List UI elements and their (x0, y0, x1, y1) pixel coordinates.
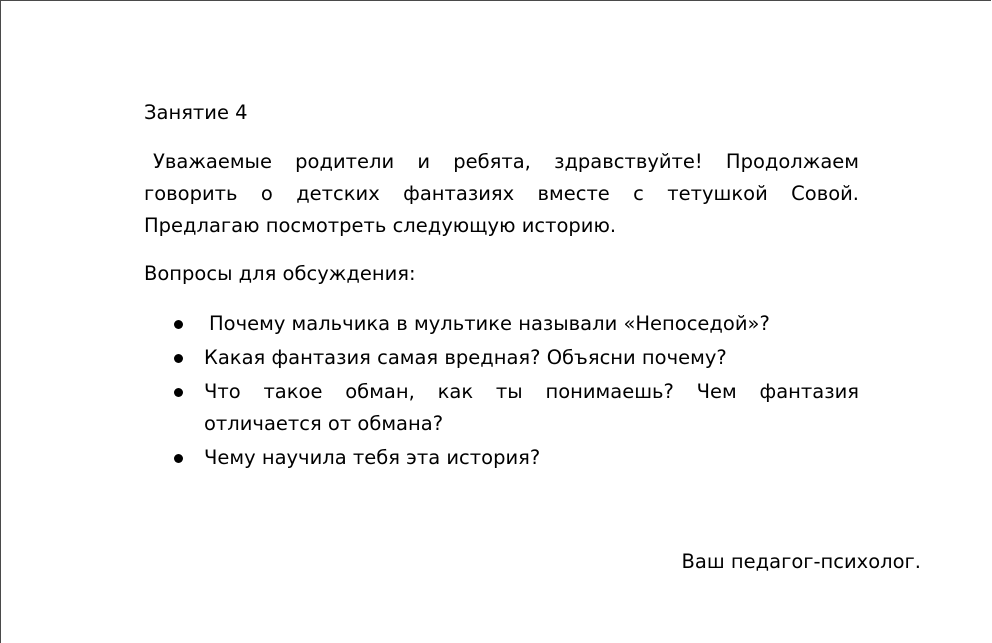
document-body (144, 97, 859, 476)
bullet-icon (174, 454, 183, 463)
lesson-title: Занятие 4 (144, 101, 248, 124)
questions-heading: Вопросы для обсуждения: (144, 262, 416, 285)
list-item (144, 442, 859, 474)
bullet-icon (174, 388, 183, 397)
bullet-icon (174, 320, 183, 329)
signature: Ваш педагог-психолог. (681, 550, 921, 573)
list-item (144, 308, 859, 340)
question-text: Что такое обман, как ты понимаешь? Чем фантазия отличается от обмана? (204, 380, 859, 435)
questions-list (144, 308, 859, 474)
intro-paragraph (144, 146, 859, 242)
question-text: Почему мальчика в мультике называли «Непоседой»? (209, 312, 770, 335)
list-item (144, 376, 859, 440)
question-text: Чему научила тебя эта история? (204, 446, 541, 469)
question-text: Какая фантазия самая вредная? Объясни почему? (204, 346, 727, 369)
bullet-icon (174, 354, 183, 363)
list-item (144, 342, 859, 374)
intro-text: Уважаемые родители и ребята, здравствуйте! Продолжаем говорить о детских фантазиях вместе с тетушкой Совой. Предлагаю посмотреть следующую историю. (144, 150, 859, 237)
